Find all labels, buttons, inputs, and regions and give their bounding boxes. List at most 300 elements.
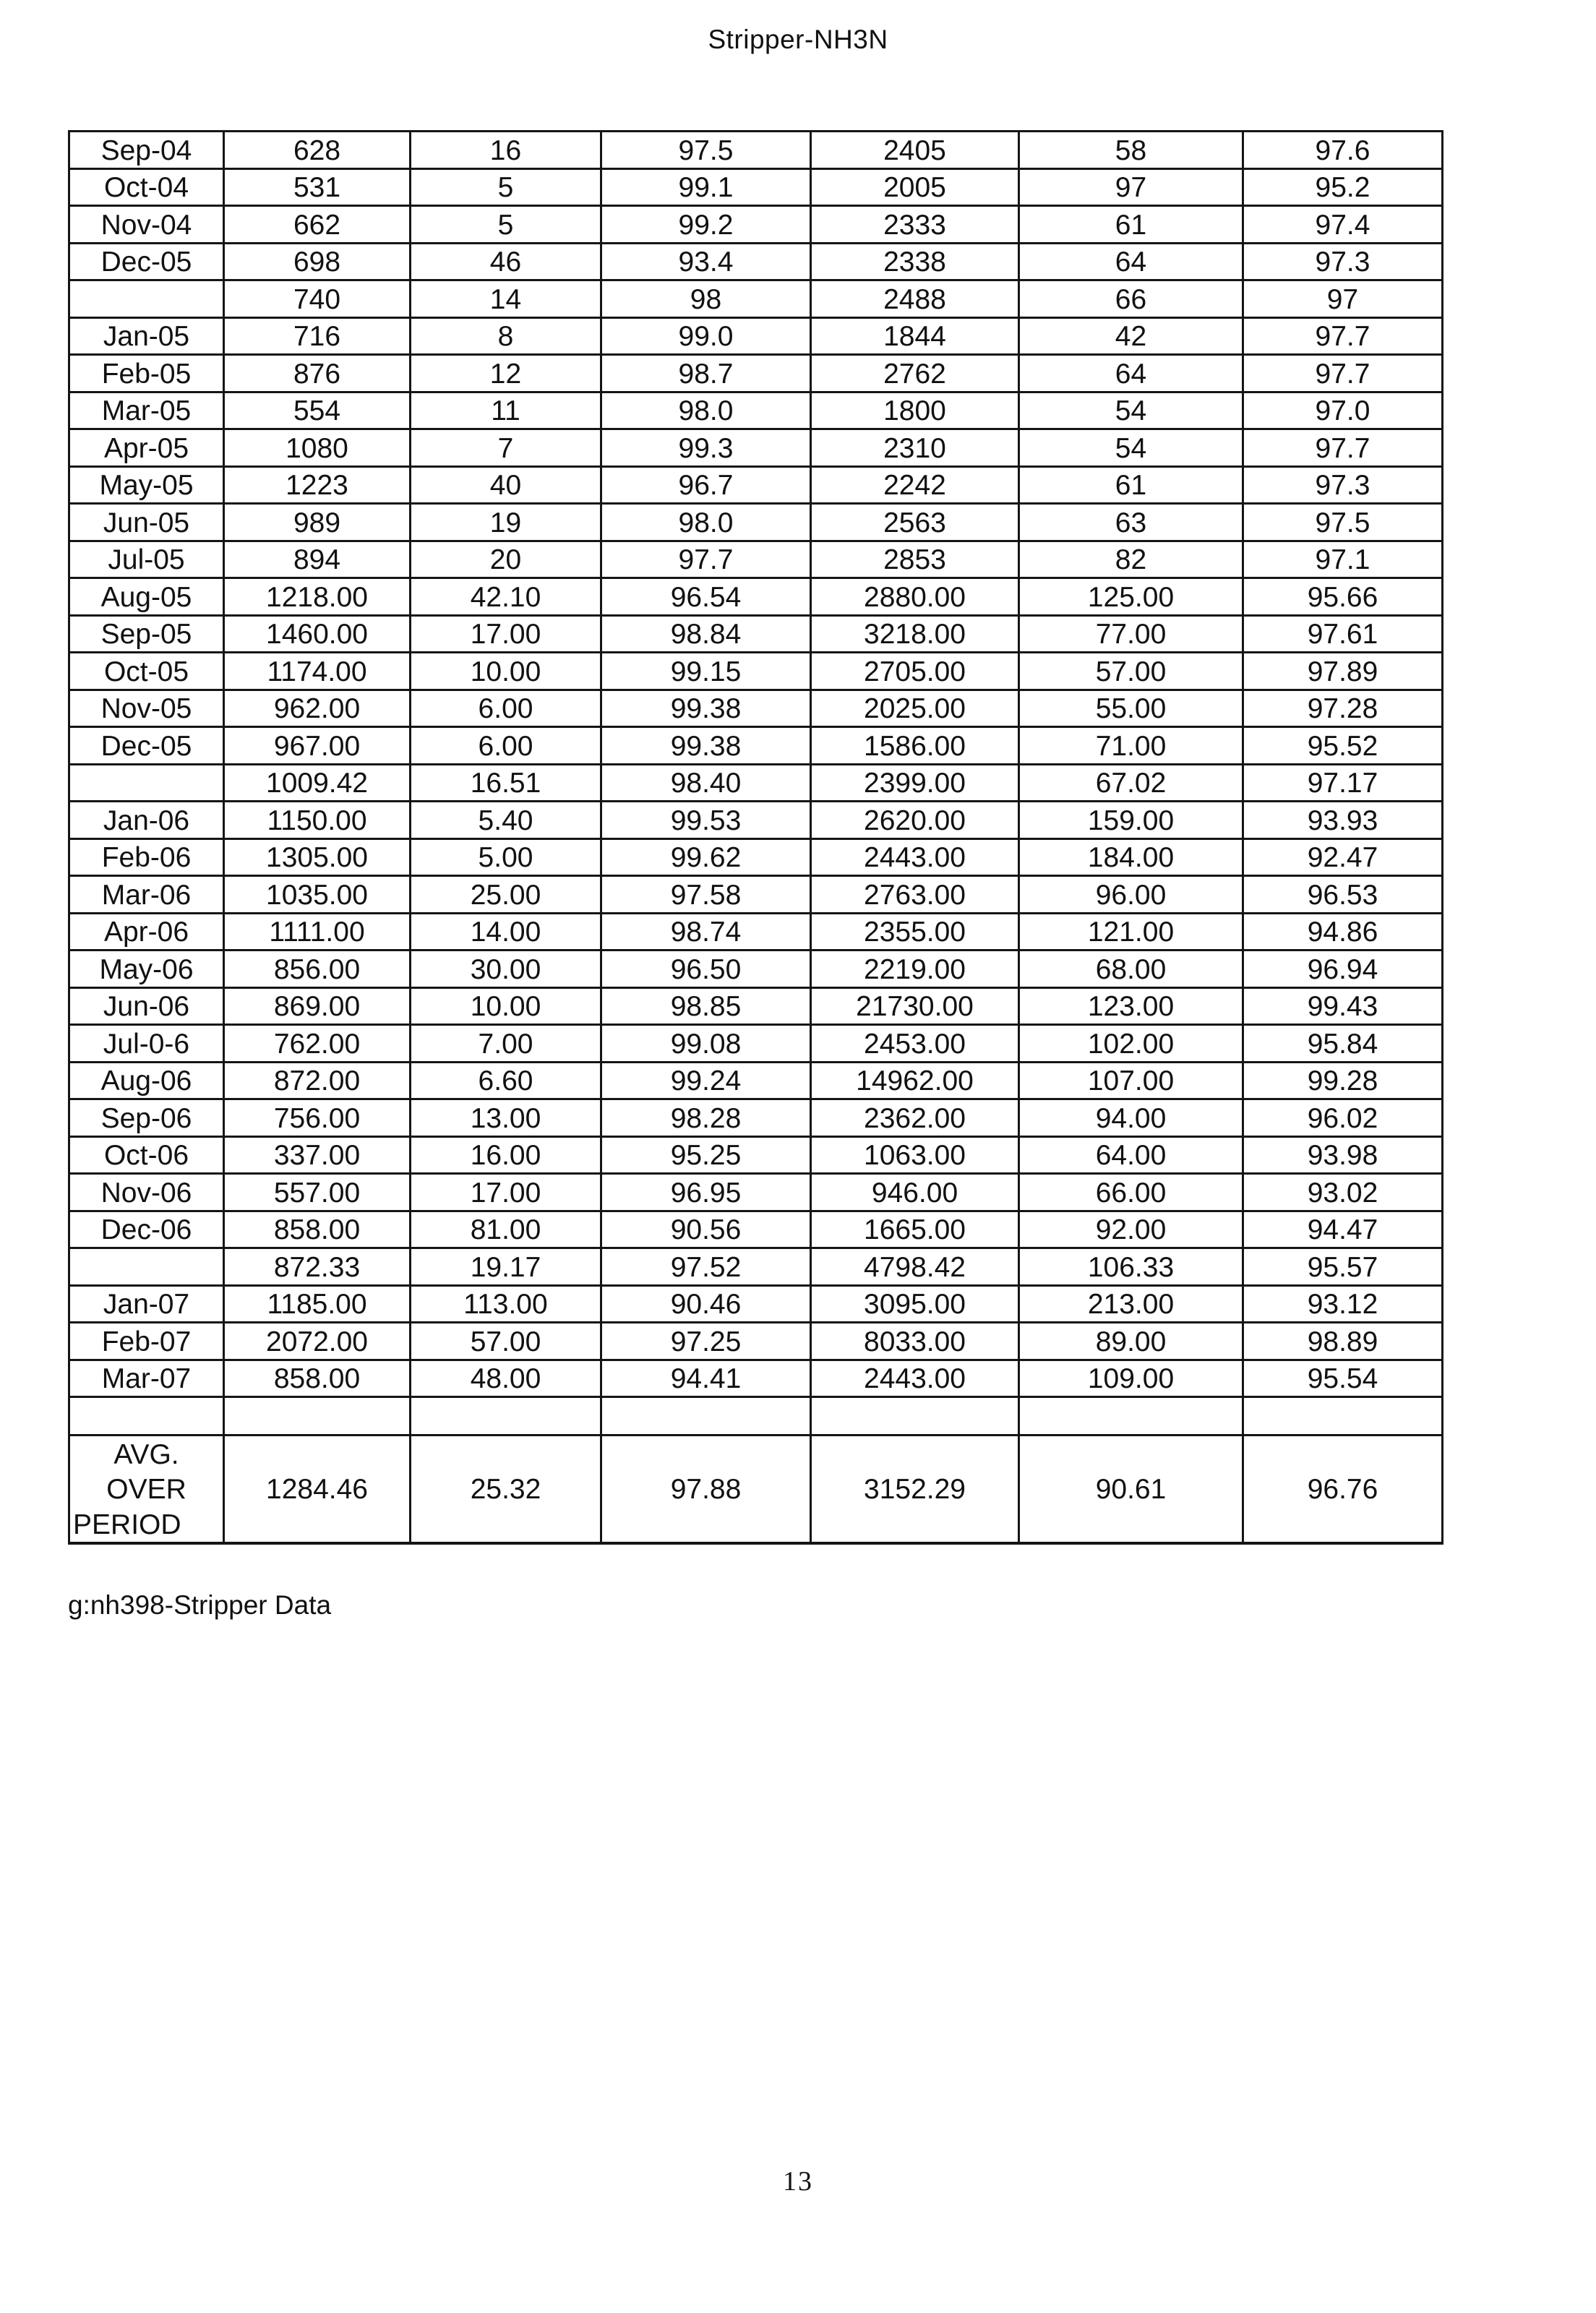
cell-date: Jan-06	[69, 802, 224, 839]
cell-value-6: 95.2	[1243, 168, 1443, 206]
cell-value-5: 109.00	[1019, 1360, 1243, 1397]
cell-value-5: 54	[1019, 392, 1243, 429]
cell-value-4: 21730.00	[811, 987, 1019, 1025]
cell-value-4: 2405	[811, 132, 1019, 169]
cell-value-4: 2443.00	[811, 1360, 1019, 1397]
cell-date: Sep-05	[69, 615, 224, 653]
cell-value-4: 3095.00	[811, 1285, 1019, 1323]
cell-value-4: 2763.00	[811, 876, 1019, 914]
cell-value-1: 1223	[224, 466, 411, 504]
table-row	[69, 392, 1443, 429]
table-row	[69, 764, 1443, 802]
cell-value-3: 98.74	[601, 913, 811, 950]
cell-value-4: 2563	[811, 504, 1019, 541]
cell-value-2: 16.00	[411, 1136, 601, 1174]
cell-value-2: 7	[411, 429, 601, 467]
cell-value-3: 97.52	[601, 1248, 811, 1286]
cell-value-4: 1844	[811, 317, 1019, 355]
cell-value-6: 97.1	[1243, 541, 1443, 578]
cell-date: Jul-05	[69, 541, 224, 578]
cell-value-3: 94.41	[601, 1360, 811, 1397]
cell-value-2: 57.00	[411, 1323, 601, 1360]
cell-date: Aug-06	[69, 1062, 224, 1099]
cell-value-3: 98.84	[601, 615, 811, 653]
cell-value-4: 2219.00	[811, 950, 1019, 988]
cell-value-4: 2399.00	[811, 764, 1019, 802]
average-row	[69, 1472, 1443, 1507]
cell-value-3: 99.15	[601, 653, 811, 690]
cell-value-4: 1665.00	[811, 1211, 1019, 1248]
cell-value-3: 93.4	[601, 243, 811, 280]
cell-value-2: 14.00	[411, 913, 601, 950]
cell-value-4: 3218.00	[811, 615, 1019, 653]
cell-value-1: 1009.42	[224, 764, 411, 802]
table-row	[69, 206, 1443, 244]
cell-value-2: 16	[411, 132, 601, 169]
average-value-2	[411, 1436, 601, 1472]
cell-value-2: 10.00	[411, 987, 601, 1025]
cell-value-1: 1080	[224, 429, 411, 467]
cell-value-1: 531	[224, 168, 411, 206]
cell-date: Aug-05	[69, 578, 224, 616]
table-row	[69, 727, 1443, 765]
cell-value-3: 99.53	[601, 802, 811, 839]
cell-value-3: 97.5	[601, 132, 811, 169]
cell-value-3: 99.24	[601, 1062, 811, 1099]
table-row	[69, 541, 1443, 578]
cell-value-4: 2005	[811, 168, 1019, 206]
table-row	[69, 280, 1443, 318]
table-row	[69, 950, 1443, 988]
cell-date: Dec-05	[69, 727, 224, 765]
cell-value-5: 54	[1019, 429, 1243, 467]
page-number: 13	[783, 2166, 813, 2197]
cell-value-6: 97.89	[1243, 653, 1443, 690]
cell-value-4: 2705.00	[811, 653, 1019, 690]
cell-value-3: 98	[601, 280, 811, 318]
cell-value-3: 90.56	[601, 1211, 811, 1248]
cell-value-4: 946.00	[811, 1174, 1019, 1211]
cell-value-1: 872.33	[224, 1248, 411, 1286]
cell-value-2: 16.51	[411, 764, 601, 802]
table-row	[69, 802, 1443, 839]
cell-value-1: 756.00	[224, 1099, 411, 1137]
cell-value-6: 97.3	[1243, 243, 1443, 280]
cell-value-2: 20	[411, 541, 601, 578]
cell-value-1: 962.00	[224, 690, 411, 727]
cell-date: Jan-05	[69, 317, 224, 355]
table-row	[69, 429, 1443, 467]
cell-value-6: 92.47	[1243, 838, 1443, 876]
cell-date: Mar-05	[69, 392, 224, 429]
cell-date: Sep-06	[69, 1099, 224, 1137]
empty-cell	[69, 1397, 224, 1436]
cell-value-1: 557.00	[224, 1174, 411, 1211]
cell-value-6: 97.7	[1243, 355, 1443, 392]
cell-value-3: 99.0	[601, 317, 811, 355]
cell-value-6: 97.0	[1243, 392, 1443, 429]
cell-value-6: 97.6	[1243, 132, 1443, 169]
cell-value-5: 94.00	[1019, 1099, 1243, 1137]
table-row	[69, 578, 1443, 616]
cell-value-2: 5.40	[411, 802, 601, 839]
cell-value-3: 99.62	[601, 838, 811, 876]
table-row	[69, 1025, 1443, 1063]
cell-value-6: 95.52	[1243, 727, 1443, 765]
empty-cell	[811, 1397, 1019, 1436]
table-row	[69, 243, 1443, 280]
cell-value-3: 98.85	[601, 987, 811, 1025]
cell-value-5: 92.00	[1019, 1211, 1243, 1248]
cell-value-2: 81.00	[411, 1211, 601, 1248]
cell-date: Nov-06	[69, 1174, 224, 1211]
cell-value-6: 98.89	[1243, 1323, 1443, 1360]
table-row	[69, 1285, 1443, 1323]
cell-value-6: 97.5	[1243, 504, 1443, 541]
cell-value-5: 42	[1019, 317, 1243, 355]
table-row	[69, 1174, 1443, 1211]
cell-date: Sep-04	[69, 132, 224, 169]
cell-value-6: 97.7	[1243, 317, 1443, 355]
average-label: OVER	[69, 1472, 224, 1507]
cell-value-2: 10.00	[411, 653, 601, 690]
cell-value-2: 5	[411, 206, 601, 244]
average-value-5	[1019, 1436, 1243, 1472]
empty-cell	[1019, 1397, 1243, 1436]
cell-value-4: 2338	[811, 243, 1019, 280]
cell-date: Jun-05	[69, 504, 224, 541]
cell-value-5: 123.00	[1019, 987, 1243, 1025]
table-row	[69, 1323, 1443, 1360]
table-body	[69, 132, 1443, 1543]
cell-value-6: 97.4	[1243, 206, 1443, 244]
cell-date: Jan-07	[69, 1285, 224, 1323]
cell-value-4: 2762	[811, 355, 1019, 392]
cell-value-5: 61	[1019, 466, 1243, 504]
cell-value-5: 184.00	[1019, 838, 1243, 876]
cell-date	[69, 764, 224, 802]
cell-value-5: 121.00	[1019, 913, 1243, 950]
cell-date	[69, 1248, 224, 1286]
cell-value-2: 40	[411, 466, 601, 504]
table-row	[69, 838, 1443, 876]
cell-value-2: 19	[411, 504, 601, 541]
page-title: Stripper-NH3N	[708, 25, 888, 54]
average-row	[69, 1436, 1443, 1472]
cell-value-3: 96.54	[601, 578, 811, 616]
cell-value-5: 61	[1019, 206, 1243, 244]
cell-value-1: 337.00	[224, 1136, 411, 1174]
cell-value-4: 14962.00	[811, 1062, 1019, 1099]
cell-value-5: 67.02	[1019, 764, 1243, 802]
cell-value-4: 2453.00	[811, 1025, 1019, 1063]
table-row	[69, 913, 1443, 950]
cell-value-5: 66.00	[1019, 1174, 1243, 1211]
cell-value-1: 1305.00	[224, 838, 411, 876]
cell-value-1: 1035.00	[224, 876, 411, 914]
cell-value-1: 1185.00	[224, 1285, 411, 1323]
cell-value-3: 98.0	[601, 504, 811, 541]
cell-value-6: 93.93	[1243, 802, 1443, 839]
stripper-data-table-container	[68, 130, 1441, 1545]
cell-value-3: 99.38	[601, 727, 811, 765]
average-value-2	[411, 1506, 601, 1543]
cell-date: Mar-06	[69, 876, 224, 914]
cell-value-2: 6.00	[411, 690, 601, 727]
cell-date: Oct-05	[69, 653, 224, 690]
cell-value-2: 6.00	[411, 727, 601, 765]
table-row	[69, 1099, 1443, 1137]
cell-date: Oct-04	[69, 168, 224, 206]
cell-value-3: 99.3	[601, 429, 811, 467]
cell-value-6: 96.53	[1243, 876, 1443, 914]
cell-value-6: 97.61	[1243, 615, 1443, 653]
table-row	[69, 1248, 1443, 1286]
cell-value-5: 55.00	[1019, 690, 1243, 727]
cell-value-5: 106.33	[1019, 1248, 1243, 1286]
cell-value-6: 94.86	[1243, 913, 1443, 950]
cell-value-4: 1800	[811, 392, 1019, 429]
average-value-1: 1284.46	[224, 1472, 411, 1507]
cell-value-2: 8	[411, 317, 601, 355]
average-label: PERIOD	[69, 1506, 224, 1543]
cell-value-2: 5	[411, 168, 601, 206]
cell-date: May-05	[69, 466, 224, 504]
cell-value-3: 98.40	[601, 764, 811, 802]
average-value-3	[601, 1506, 811, 1543]
stripper-data-table	[68, 130, 1443, 1545]
cell-value-4: 2362.00	[811, 1099, 1019, 1137]
cell-value-5: 64.00	[1019, 1136, 1243, 1174]
cell-value-5: 57.00	[1019, 653, 1243, 690]
cell-value-1: 762.00	[224, 1025, 411, 1063]
cell-value-5: 64	[1019, 355, 1243, 392]
table-row	[69, 1136, 1443, 1174]
table-row	[69, 615, 1443, 653]
cell-value-1: 989	[224, 504, 411, 541]
cell-date: Apr-05	[69, 429, 224, 467]
empty-cell	[224, 1397, 411, 1436]
cell-value-4: 2242	[811, 466, 1019, 504]
cell-value-3: 99.2	[601, 206, 811, 244]
cell-date: Dec-05	[69, 243, 224, 280]
average-value-4	[811, 1506, 1019, 1543]
table-row	[69, 168, 1443, 206]
cell-value-3: 98.0	[601, 392, 811, 429]
cell-value-3: 96.7	[601, 466, 811, 504]
empty-cell	[601, 1397, 811, 1436]
cell-value-4: 8033.00	[811, 1323, 1019, 1360]
cell-date	[69, 280, 224, 318]
average-value-3: 97.88	[601, 1472, 811, 1507]
cell-value-5: 82	[1019, 541, 1243, 578]
cell-value-2: 6.60	[411, 1062, 601, 1099]
cell-value-1: 1111.00	[224, 913, 411, 950]
cell-value-6: 97	[1243, 280, 1443, 318]
cell-value-4: 2025.00	[811, 690, 1019, 727]
average-value-3	[601, 1436, 811, 1472]
cell-value-3: 99.38	[601, 690, 811, 727]
average-value-2: 25.32	[411, 1472, 601, 1507]
cell-value-1: 869.00	[224, 987, 411, 1025]
cell-value-5: 58	[1019, 132, 1243, 169]
footnote: g:nh398-Stripper Data	[68, 1590, 332, 1620]
cell-value-6: 94.47	[1243, 1211, 1443, 1248]
average-row	[69, 1506, 1443, 1543]
cell-value-5: 97	[1019, 168, 1243, 206]
cell-value-6: 96.02	[1243, 1099, 1443, 1137]
cell-date: Feb-07	[69, 1323, 224, 1360]
cell-value-6: 93.02	[1243, 1174, 1443, 1211]
cell-value-6: 97.28	[1243, 690, 1443, 727]
cell-value-4: 2880.00	[811, 578, 1019, 616]
cell-value-1: 856.00	[224, 950, 411, 988]
cell-value-5: 68.00	[1019, 950, 1243, 988]
cell-value-3: 96.50	[601, 950, 811, 988]
cell-value-6: 97.17	[1243, 764, 1443, 802]
cell-value-1: 1460.00	[224, 615, 411, 653]
table-row	[69, 653, 1443, 690]
cell-value-1: 1218.00	[224, 578, 411, 616]
cell-value-3: 97.25	[601, 1323, 811, 1360]
cell-value-1: 876	[224, 355, 411, 392]
average-label: AVG.	[69, 1436, 224, 1472]
cell-value-1: 716	[224, 317, 411, 355]
average-value-6	[1243, 1506, 1443, 1543]
cell-date: Mar-07	[69, 1360, 224, 1397]
cell-date: Dec-06	[69, 1211, 224, 1248]
empty-cell	[1243, 1397, 1443, 1436]
cell-value-4: 2488	[811, 280, 1019, 318]
cell-value-6: 95.54	[1243, 1360, 1443, 1397]
cell-value-1: 662	[224, 206, 411, 244]
table-row	[69, 876, 1443, 914]
cell-value-5: 107.00	[1019, 1062, 1243, 1099]
average-value-1	[224, 1506, 411, 1543]
cell-value-2: 46	[411, 243, 601, 280]
cell-value-2: 14	[411, 280, 601, 318]
average-value-1	[224, 1436, 411, 1472]
cell-value-3: 98.28	[601, 1099, 811, 1137]
cell-value-4: 1586.00	[811, 727, 1019, 765]
cell-value-6: 93.98	[1243, 1136, 1443, 1174]
cell-value-3: 90.46	[601, 1285, 811, 1323]
cell-value-1: 628	[224, 132, 411, 169]
cell-value-6: 99.43	[1243, 987, 1443, 1025]
empty-cell	[411, 1397, 601, 1436]
table-row	[69, 317, 1443, 355]
cell-value-3: 97.7	[601, 541, 811, 578]
cell-value-3: 95.25	[601, 1136, 811, 1174]
cell-date: Jun-06	[69, 987, 224, 1025]
cell-value-6: 96.94	[1243, 950, 1443, 988]
table-row	[69, 355, 1443, 392]
cell-value-1: 2072.00	[224, 1323, 411, 1360]
cell-value-4: 2333	[811, 206, 1019, 244]
cell-value-6: 95.84	[1243, 1025, 1443, 1063]
cell-value-3: 99.1	[601, 168, 811, 206]
cell-value-2: 25.00	[411, 876, 601, 914]
cell-value-1: 1174.00	[224, 653, 411, 690]
cell-date: Jul-0-6	[69, 1025, 224, 1063]
cell-value-1: 858.00	[224, 1211, 411, 1248]
average-value-5	[1019, 1506, 1243, 1543]
average-value-6: 96.76	[1243, 1472, 1443, 1507]
cell-value-4: 2355.00	[811, 913, 1019, 950]
cell-value-4: 2443.00	[811, 838, 1019, 876]
blank-row	[69, 1397, 1443, 1436]
average-value-6	[1243, 1436, 1443, 1472]
cell-value-1: 967.00	[224, 727, 411, 765]
cell-value-2: 48.00	[411, 1360, 601, 1397]
table-row	[69, 690, 1443, 727]
table-row	[69, 1211, 1443, 1248]
cell-value-4: 2620.00	[811, 802, 1019, 839]
cell-value-1: 872.00	[224, 1062, 411, 1099]
table-row	[69, 466, 1443, 504]
cell-date: Oct-06	[69, 1136, 224, 1174]
table-row	[69, 132, 1443, 169]
cell-value-1: 858.00	[224, 1360, 411, 1397]
cell-value-2: 12	[411, 355, 601, 392]
cell-date: May-06	[69, 950, 224, 988]
cell-value-4: 1063.00	[811, 1136, 1019, 1174]
average-value-4	[811, 1436, 1019, 1472]
cell-value-2: 11	[411, 392, 601, 429]
cell-value-5: 77.00	[1019, 615, 1243, 653]
cell-value-1: 554	[224, 392, 411, 429]
cell-value-3: 99.08	[601, 1025, 811, 1063]
average-value-4: 3152.29	[811, 1472, 1019, 1507]
cell-value-5: 71.00	[1019, 727, 1243, 765]
cell-value-5: 159.00	[1019, 802, 1243, 839]
table-row	[69, 987, 1443, 1025]
cell-value-1: 894	[224, 541, 411, 578]
cell-value-2: 17.00	[411, 615, 601, 653]
cell-value-5: 66	[1019, 280, 1243, 318]
cell-value-5: 102.00	[1019, 1025, 1243, 1063]
cell-date: Feb-05	[69, 355, 224, 392]
cell-value-3: 96.95	[601, 1174, 811, 1211]
cell-value-6: 95.66	[1243, 578, 1443, 616]
cell-value-2: 42.10	[411, 578, 601, 616]
table-row	[69, 1360, 1443, 1397]
cell-date: Apr-06	[69, 913, 224, 950]
cell-value-2: 17.00	[411, 1174, 601, 1211]
cell-value-4: 4798.42	[811, 1248, 1019, 1286]
cell-value-2: 7.00	[411, 1025, 601, 1063]
cell-value-1: 1150.00	[224, 802, 411, 839]
cell-value-5: 63	[1019, 504, 1243, 541]
cell-date: Nov-05	[69, 690, 224, 727]
cell-value-5: 64	[1019, 243, 1243, 280]
cell-value-6: 97.7	[1243, 429, 1443, 467]
table-row	[69, 504, 1443, 541]
cell-date: Nov-04	[69, 206, 224, 244]
cell-value-3: 97.58	[601, 876, 811, 914]
cell-value-5: 96.00	[1019, 876, 1243, 914]
cell-value-2: 13.00	[411, 1099, 601, 1137]
cell-value-5: 125.00	[1019, 578, 1243, 616]
cell-value-3: 98.7	[601, 355, 811, 392]
cell-value-6: 99.28	[1243, 1062, 1443, 1099]
cell-value-4: 2853	[811, 541, 1019, 578]
average-value-5: 90.61	[1019, 1472, 1243, 1507]
cell-value-2: 30.00	[411, 950, 601, 988]
table-row	[69, 1062, 1443, 1099]
cell-value-2: 113.00	[411, 1285, 601, 1323]
cell-value-5: 89.00	[1019, 1323, 1243, 1360]
